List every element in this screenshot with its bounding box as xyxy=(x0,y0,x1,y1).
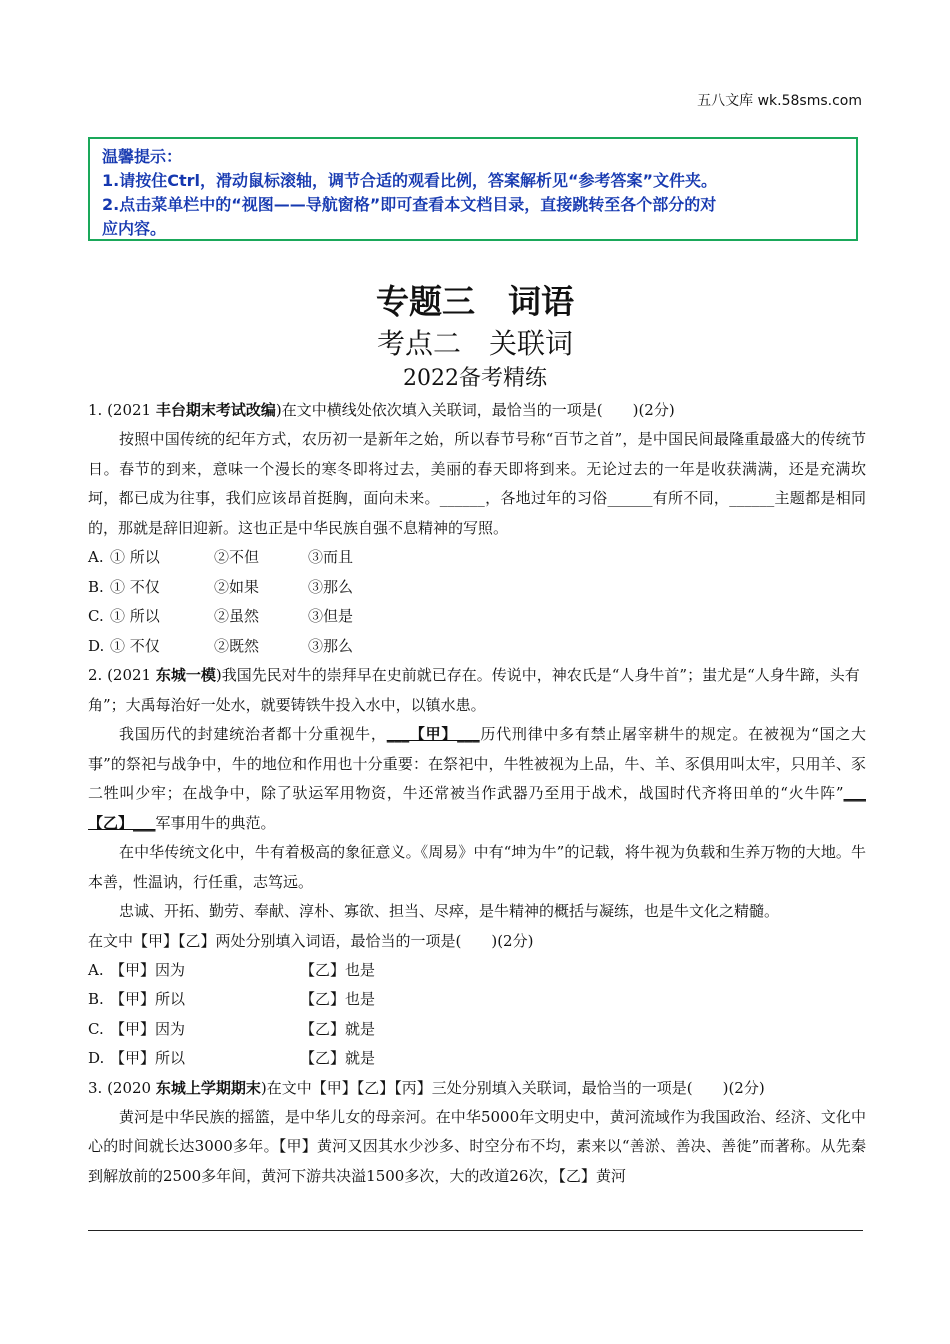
tip-title: 温馨提示： xyxy=(102,147,183,166)
document-body xyxy=(88,396,866,1191)
page-section-title: 2022备考精练 xyxy=(403,366,547,391)
question-2-ask: 在文中【甲】【乙】两处分别填入词语，最恰当的一项是( )(2分) xyxy=(88,931,534,950)
tip-line-1: 1.请按住Ctrl，滑动鼠标滚轴，调节合适的观看比例，答案解析见“参考答案”文件夹。 xyxy=(102,171,718,190)
question-1-source: 丰台期末考试改编 xyxy=(155,401,276,419)
question-1-option: C. ① 所以 ②虽然 ③但是 xyxy=(88,607,354,625)
question-2-passage-2: 在中华传统文化中，牛有着极高的象征意义。《周易》中有“坤为牛”的记载，将牛视为负载和生养万物的大地。牛本善，性温讷，行任重，志笃远。 xyxy=(88,843,866,891)
question-3-passage: 黄河是中华民族的摇篮，是中华儿女的母亲河。在中华5000年文明史中，黄河流域作为我国政治、经济、文化中心的时间就长达3000多年。【甲】黄河又因其水少沙多、时空分布不均，素来以“善淤、善决、善徙”而著称。从先秦到解放前的2500多年间，黄河下游共决溢1500多次，大的改道26次，【乙】黄河 xyxy=(88,1107,866,1185)
question-1-option: D. ① 不仅 ②既然 ③那么 xyxy=(88,636,354,655)
question-1-option: B. ① 不仅 ②如果 ③那么 xyxy=(88,577,354,596)
question-3-source: 东城上学期期末 xyxy=(155,1078,261,1097)
question-2-header: 2. (2021 东城一模)我国先民对牛的崇拜早在史前就已存在。传说中，神农氏是“人身牛首”；蚩尤是“人身牛蹄，头有角”；大禹每治好一处水，就要铸铁牛投入水中，以镇水患。 xyxy=(88,666,860,714)
tip-line-3: 应内容。 xyxy=(102,219,167,238)
question-2-passage-1: 我国历代的封建统治者都十分重视牛，___【甲】___历代刑律中多有禁止屠宰耕牛的规定。在被视为“国之大事”的祭祀与战争中，牛的地位和作用也十分重要：在祭祀中，牛牲被视为上品，牛、羊、豕俱用叫太牢，只用羊、豕二牲叫少牢；在战争中，除了驮运军用物资，牛还常被当作武器乃至用于战术，战国时代齐将田单的“火牛阵”___【乙】___军事用牛的典范。 xyxy=(88,725,866,832)
site-watermark: 五八文库 wk.58sms.com xyxy=(697,93,862,109)
page-title: 专题三 词语 xyxy=(376,282,574,321)
question-2-passage-3: 忠诚、开拓、勤劳、奉献、淳朴、寡欲、担当、尽瘁，是牛精神的概括与凝练，也是牛文化之精髓。 xyxy=(119,902,780,920)
tip-box xyxy=(88,137,858,241)
question-2-source: 东城一模 xyxy=(155,666,216,684)
question-1-header: 1. (2021 丰台期末考试改编)在文中横线处依次填入关联词，最恰当的一项是( )(2分) xyxy=(88,401,675,419)
question-3-header: 3. (2020 东城上学期期末)在文中【甲】【乙】【丙】三处分别填入关联词，最恰当的一项是( )(2分) xyxy=(88,1078,765,1097)
footer-divider xyxy=(88,1230,863,1231)
blank-yi: ___【乙】___ xyxy=(88,784,866,832)
question-2-option: C. 【甲】因为 【乙】就是 xyxy=(88,1019,376,1038)
page-subtitle: 考点二 关联词 xyxy=(376,327,573,360)
blank-jia: ___【甲】___ xyxy=(386,725,480,743)
question-2-option: A. 【甲】因为 【乙】也是 xyxy=(88,960,376,979)
question-1-passage: 按照中国传统的纪年方式，农历初一是新年之始，所以春节号称“百节之首”，是中国民间最隆重最盛大的传统节日。春节的到来，意味一个漫长的寒冬即将过去，美丽的春天即将到来。无论过去的一年是收获满满，还是充满坎坷，都已成为往事，我们应该昂首挺胸，面向未来。______，各地过年的习俗______有所不同，______主题都是相同的，那就是辞旧迎新。这也正是中华民族自强不息精神的写照。 xyxy=(88,430,866,537)
tip-line-2: 2.点击菜单栏中的“视图——导航窗格”即可查看本文档目录，直接跳转至各个部分的对 xyxy=(102,195,717,214)
question-2-option: B. 【甲】所以 【乙】也是 xyxy=(88,990,376,1008)
question-2-option: D. 【甲】所以 【乙】就是 xyxy=(88,1049,376,1067)
question-1-option: A. ① 所以 ②不但 ③而且 xyxy=(88,548,354,566)
